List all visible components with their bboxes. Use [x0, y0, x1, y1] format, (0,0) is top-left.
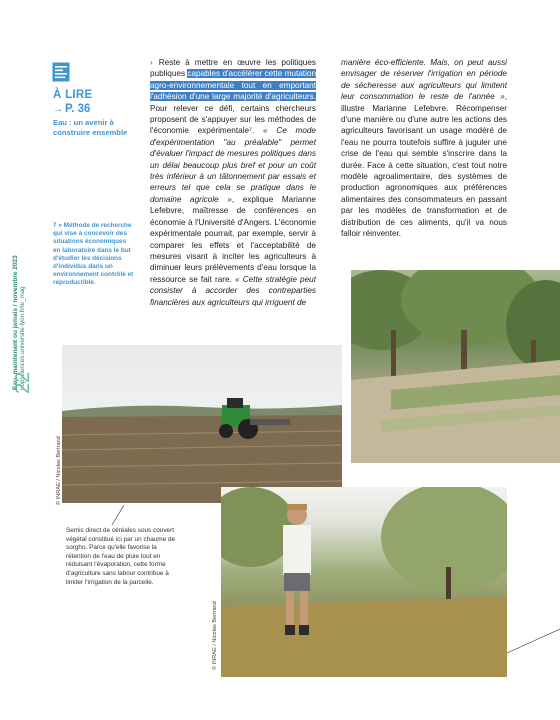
arrow-right-icon: →: [53, 104, 63, 115]
tractor-field-photo: [62, 345, 342, 503]
decorative-line: [507, 625, 560, 665]
page-reference[interactable]: [53, 103, 90, 115]
page-reference-text: P. 36: [65, 103, 91, 115]
photo-credit-tractor: © INRAE / Nicolas Bertrand: [56, 436, 62, 505]
quote: manière éco-efficiente. Mais, on peut aussi envisager de réserver l'irrigation en période de sécheresse aux agriculteurs qui limitent leur consommation le reste de l'année »: [341, 58, 507, 102]
magazine-title: Eau, maintenant ou jamais / novembre 2023: [12, 255, 19, 390]
quote: « Ce mode d'expérimentation "au préalable" permet d'évaluer l'impact de mesures politiques dans un délai beaucoup plus bref et pour un coût très inférieur à un tâtonnement par essais et erreurs tel que cela se pratique dans le domaine agricole »: [150, 126, 316, 204]
article-column-1: › Reste à mettre en œuvre les politiques publiques capables d'accélérer cette mutation agro-environnementale tout en emportant l'adhésion d'une large majorité d'agriculteurs. Pour relever ce défi, certains chercheurs proposent de s'appuyer sur les méthodes de l'économie expérimentale⁷. « Ce mode d'expérimentation "au préalable" permet d'évaluer l'impact de mesures politiques dans un délai beaucoup plus bref et pour un coût très inférieur à un tâtonnement par essais et erreurs tel que cela se pratique dans le domaine agricole », explique Marianne Lefebvre, maîtresse de conférences en économie à l'Université d'Angers. L'économie expérimentale pourrait, par exemple, servir à comparer les effets et l'acceptabilité de mesures visant à inciter les agriculteurs à diminuer leurs prélèvements d'eau lorsque la ressource se fait rare. « Cette stratégie peut consister à accorder des contreparties financières aux agriculteurs qui irriguent de: [150, 58, 316, 307]
related-article-title[interactable]: Eau : un avenir à construire ensemble: [53, 118, 128, 137]
a-lire-label: À LIRE: [53, 89, 93, 101]
magazine-folio: [12, 230, 26, 390]
photo-caption: Semis direct de céréales sous couvert végétal constitué ici par un chaume de sorgho. Parce qu'elle favorise la rétention de l'eau de pluie tout en réduisant l'évaporation, cette forme d'agriculture sans labour contribue à limiter l'irrigation de la parcelle.: [66, 527, 176, 586]
footnote: 7 » Méthode de recherche qui vise à concevoir des situations économiques en laboratoire dans le but d'étudier les décisions d'individus dans un environnement contrôlé et reproductible.: [53, 222, 134, 287]
document-icon: [52, 62, 70, 82]
olive-grove-photo: [351, 270, 560, 463]
farmer-field-photo: [221, 487, 507, 677]
highlighted-text: capables d'accélérer cette mutation agro-environnementale tout en emportant l'adhésion d'une large majorité d'agriculteurs.: [150, 69, 316, 102]
quote: « Cette stratégie peut consister à accorder des contreparties financières aux agriculteurs qui irriguent de: [150, 274, 316, 307]
caption-pointer: [110, 503, 130, 527]
page-number: 22: [12, 371, 34, 394]
magazine-url: popsciences.universite-lyon.fr/le_mag: [19, 286, 26, 390]
bullet-chevron-icon: ›: [150, 58, 153, 67]
article-column-2: manière éco-efficiente. Mais, on peut aussi envisager de réserver l'irrigation en période de sécheresse aux agriculteurs qui limitent leur consommation le reste de l'année », illustre Marianne Lefebvre. Récompenser d'une manière ou d'une autre les actions des agriculteurs favorisant un usage modéré de l'eau ne pourra toutefois suffire à juguler une crise de l'eau qui semble s'inscrire dans la durée. Face à cette situation, c'est tout notre modèle agroalimentaire, des systèmes de production agronomiques aux préférences alimentaires des consommateurs en passant par les modèles de transformation et de distribution de ces aliments, qu'il va nous falloir réinventer.: [341, 58, 507, 239]
photo-credit-farmer: © INRAE / Nicolas Bertrand: [212, 601, 218, 670]
